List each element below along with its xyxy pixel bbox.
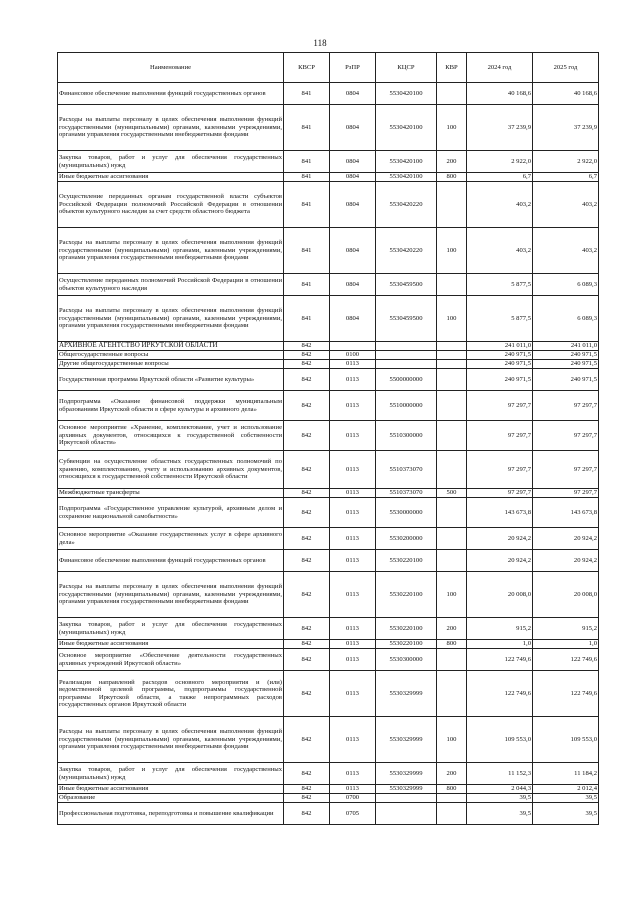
cell-2025: 915,2 — [533, 618, 599, 640]
cell-2025: 20 008,0 — [533, 572, 599, 618]
cell-rzpr: 0113 — [330, 369, 376, 391]
cell-name: Подпрограмма «Оказание финансовой поддержки муниципальным образованиям Иркутской области в сфере культуры и архивного дела» — [58, 391, 284, 421]
table-row — [58, 671, 599, 717]
cell-2024: 5 877,5 — [467, 296, 533, 342]
cell-kcsr: 5530220100 — [376, 618, 437, 640]
cell-kvr — [437, 451, 467, 489]
cell-name: Закупка товаров, работ и услуг для обеспечения государственных (муниципальных) нужд — [58, 763, 284, 785]
cell-name: Осуществление переданных органам государственной власти субъектов Российской Федерации полномочий Российской Федерации в отношении объектов культурного наследия за счет средств областного бюджета — [58, 182, 284, 228]
cell-kcsr: 5530420220 — [376, 228, 437, 274]
cell-name: Образование — [58, 794, 284, 803]
cell-2024: 240 971,5 — [467, 360, 533, 369]
cell-rzpr: 0113 — [330, 572, 376, 618]
cell-kcsr: 5510300000 — [376, 421, 437, 451]
cell-name: Иные бюджетные ассигнования — [58, 785, 284, 794]
cell-kcsr — [376, 803, 437, 825]
cell-rzpr: 0113 — [330, 763, 376, 785]
cell-2024: 240 971,5 — [467, 369, 533, 391]
cell-kvr: 100 — [437, 572, 467, 618]
table-row — [58, 369, 599, 391]
cell-2025: 6 089,3 — [533, 296, 599, 342]
table-body — [58, 83, 599, 825]
cell-kvsr: 841 — [284, 274, 330, 296]
cell-kvsr: 842 — [284, 351, 330, 360]
cell-2024: 2 922,0 — [467, 151, 533, 173]
cell-2024: 20 924,2 — [467, 550, 533, 572]
cell-2025: 40 168,6 — [533, 83, 599, 105]
cell-kcsr: 5530420220 — [376, 182, 437, 228]
cell-name: Межбюджетные трансферты — [58, 489, 284, 498]
table-row — [58, 274, 599, 296]
cell-rzpr: 0700 — [330, 794, 376, 803]
cell-name: Расходы на выплаты персоналу в целях обеспечения выполнения функций государственными (муниципальными) органами, казенными учреждениями, органами управления государственными внебюджетными фондами — [58, 296, 284, 342]
cell-rzpr: 0113 — [330, 391, 376, 421]
cell-kvr: 100 — [437, 228, 467, 274]
cell-kcsr — [376, 342, 437, 351]
cell-kvr — [437, 528, 467, 550]
cell-rzpr: 0113 — [330, 421, 376, 451]
cell-name: АРХИВНОЕ АГЕНТСТВО ИРКУТСКОЙ ОБЛАСТИ — [58, 342, 284, 351]
cell-name: Финансовое обеспечение выполнения функций государственных органов — [58, 83, 284, 105]
cell-kvr: 200 — [437, 618, 467, 640]
cell-rzpr: 0804 — [330, 151, 376, 173]
cell-kvsr: 841 — [284, 151, 330, 173]
cell-kvr — [437, 83, 467, 105]
cell-kvr — [437, 421, 467, 451]
cell-2025: 97 297,7 — [533, 391, 599, 421]
cell-name: Основное мероприятие «Обеспечение деятельности государственных архивных учреждений Иркутской области» — [58, 649, 284, 671]
cell-kvsr: 841 — [284, 173, 330, 182]
cell-kvr: 100 — [437, 717, 467, 763]
cell-kvr — [437, 351, 467, 360]
cell-kvr — [437, 550, 467, 572]
table-row — [58, 296, 599, 342]
cell-name: Расходы на выплаты персоналу в целях обеспечения выполнения функций государственными (муниципальными) органами, казенными учреждениями, органами управления государственными внебюджетными фондами — [58, 228, 284, 274]
cell-kvr: 200 — [437, 151, 467, 173]
cell-2025: 6 089,3 — [533, 274, 599, 296]
cell-kvsr: 842 — [284, 763, 330, 785]
cell-2024: 403,2 — [467, 182, 533, 228]
cell-kvr — [437, 794, 467, 803]
cell-kcsr — [376, 360, 437, 369]
header-name: Наименование — [58, 53, 284, 83]
cell-kvsr: 842 — [284, 498, 330, 528]
cell-kvsr: 842 — [284, 785, 330, 794]
cell-rzpr: 0113 — [330, 785, 376, 794]
cell-kcsr: 5530420100 — [376, 83, 437, 105]
cell-kvsr: 842 — [284, 717, 330, 763]
cell-name: Иные бюджетные ассигнования — [58, 173, 284, 182]
cell-kvsr: 842 — [284, 528, 330, 550]
cell-kvsr: 842 — [284, 618, 330, 640]
cell-2024: 20 008,0 — [467, 572, 533, 618]
cell-kvsr: 842 — [284, 572, 330, 618]
cell-2025: 97 297,7 — [533, 421, 599, 451]
cell-kcsr: 5530329999 — [376, 717, 437, 763]
cell-name: Расходы на выплаты персоналу в целях обеспечения выполнения функций государственными (муниципальными) органами, казенными учреждениями, органами управления государственными внебюджетными фондами — [58, 105, 284, 151]
cell-name: Общегосударственные вопросы — [58, 351, 284, 360]
page-number: 118 — [313, 38, 327, 48]
cell-2025: 39,5 — [533, 794, 599, 803]
cell-2024: 240 971,5 — [467, 351, 533, 360]
cell-kvsr: 842 — [284, 794, 330, 803]
cell-2025: 122 749,6 — [533, 671, 599, 717]
cell-name: Подпрограмма «Государственное управление культурой, архивным делом и сохранение национальной самобытности» — [58, 498, 284, 528]
cell-2024: 37 239,9 — [467, 105, 533, 151]
cell-rzpr: 0705 — [330, 803, 376, 825]
table-row — [58, 489, 599, 498]
cell-kcsr: 5530420100 — [376, 173, 437, 182]
cell-kcsr: 5530300000 — [376, 649, 437, 671]
cell-kcsr: 5530329999 — [376, 785, 437, 794]
table-row — [58, 785, 599, 794]
cell-2024: 39,5 — [467, 794, 533, 803]
cell-rzpr: 0804 — [330, 274, 376, 296]
cell-kcsr: 5500000000 — [376, 369, 437, 391]
cell-rzpr: 0113 — [330, 717, 376, 763]
cell-name: Основное мероприятие «Оказание государственных услуг в сфере архивного дела» — [58, 528, 284, 550]
table-row — [58, 498, 599, 528]
cell-2025: 143 673,8 — [533, 498, 599, 528]
cell-name: Основное мероприятие «Хранение, комплектование, учет и использование архивных документов, относящихся к государственной собственности Иркутской области» — [58, 421, 284, 451]
cell-rzpr: 0113 — [330, 671, 376, 717]
table-row — [58, 228, 599, 274]
cell-rzpr: 0113 — [330, 618, 376, 640]
cell-rzpr: 0113 — [330, 360, 376, 369]
cell-kcsr: 5530220100 — [376, 550, 437, 572]
cell-kvr: 800 — [437, 785, 467, 794]
cell-kcsr — [376, 351, 437, 360]
cell-name: Расходы на выплаты персоналу в целях обеспечения выполнения функций государственными (муниципальными) органами, казенными учреждениями, органами управления государственными внебюджетными фондами — [58, 717, 284, 763]
cell-kcsr: 5530459500 — [376, 274, 437, 296]
cell-kvsr: 842 — [284, 803, 330, 825]
cell-2024: 5 877,5 — [467, 274, 533, 296]
table-row — [58, 550, 599, 572]
cell-name: Субвенции на осуществление областных государственных полномочий по хранению, комплектованию, учету и использованию архивных документов, относящихся к государственной собственности Иркутской области — [58, 451, 284, 489]
cell-rzpr: 0113 — [330, 451, 376, 489]
header-2024: 2024 год — [467, 53, 533, 83]
cell-rzpr: 0804 — [330, 228, 376, 274]
cell-rzpr: 0113 — [330, 640, 376, 649]
cell-kcsr: 5530420100 — [376, 151, 437, 173]
cell-2025: 20 924,2 — [533, 528, 599, 550]
cell-kvr: 800 — [437, 640, 467, 649]
table-row — [58, 618, 599, 640]
cell-kcsr: 5530459500 — [376, 296, 437, 342]
cell-2024: 97 297,7 — [467, 489, 533, 498]
cell-2025: 97 297,7 — [533, 451, 599, 489]
cell-2024: 11 152,3 — [467, 763, 533, 785]
cell-kvr — [437, 671, 467, 717]
table-row — [58, 182, 599, 228]
cell-rzpr: 0113 — [330, 550, 376, 572]
cell-2025: 11 184,2 — [533, 763, 599, 785]
header-kvr: КВР — [437, 53, 467, 83]
cell-2025: 241 011,0 — [533, 342, 599, 351]
cell-kcsr: 5530220100 — [376, 572, 437, 618]
cell-rzpr — [330, 342, 376, 351]
table-row — [58, 451, 599, 489]
cell-kvsr: 841 — [284, 182, 330, 228]
cell-rzpr: 0113 — [330, 528, 376, 550]
table-row — [58, 572, 599, 618]
cell-2024: 6,7 — [467, 173, 533, 182]
budget-table — [57, 52, 599, 825]
cell-name: Закупка товаров, работ и услуг для обеспечения государственных (муниципальных) нужд — [58, 618, 284, 640]
cell-2024: 109 553,0 — [467, 717, 533, 763]
cell-name: Расходы на выплаты персоналу в целях обеспечения выполнения функций государственными (муниципальными) органами, казенными учреждениями, органами управления государственными внебюджетными фондами — [58, 572, 284, 618]
cell-kcsr: 5510373070 — [376, 451, 437, 489]
cell-kvsr: 842 — [284, 640, 330, 649]
cell-kcsr: 5530220100 — [376, 640, 437, 649]
cell-kvsr: 842 — [284, 369, 330, 391]
table-row — [58, 528, 599, 550]
table-row — [58, 173, 599, 182]
cell-kcsr — [376, 794, 437, 803]
cell-2024: 20 924,2 — [467, 528, 533, 550]
cell-kvsr: 841 — [284, 296, 330, 342]
table-row — [58, 83, 599, 105]
cell-2025: 109 553,0 — [533, 717, 599, 763]
cell-kvsr: 842 — [284, 451, 330, 489]
cell-2024: 915,2 — [467, 618, 533, 640]
cell-2024: 39,5 — [467, 803, 533, 825]
cell-name: Иные бюджетные ассигнования — [58, 640, 284, 649]
cell-2024: 122 749,6 — [467, 671, 533, 717]
table-row — [58, 351, 599, 360]
table-row — [58, 105, 599, 151]
table-header-row — [58, 53, 599, 83]
cell-kvr — [437, 182, 467, 228]
cell-2024: 97 297,7 — [467, 451, 533, 489]
cell-name: Государственная программа Иркутской области «Развитие культуры» — [58, 369, 284, 391]
cell-2024: 403,2 — [467, 228, 533, 274]
table-row — [58, 151, 599, 173]
cell-kvr — [437, 391, 467, 421]
cell-rzpr: 0113 — [330, 489, 376, 498]
cell-2024: 2 044,3 — [467, 785, 533, 794]
cell-name: Другие общегосударственные вопросы — [58, 360, 284, 369]
cell-rzpr: 0804 — [330, 296, 376, 342]
cell-name: Реализация направлений расходов основного мероприятия и (или) ведомственной целевой программы, подпрограммы государственной программы Иркутской области, а также непрограммных расходов государственных органов Иркутской области — [58, 671, 284, 717]
table-row — [58, 342, 599, 351]
cell-kvr — [437, 274, 467, 296]
cell-kcsr: 5530000000 — [376, 498, 437, 528]
cell-kvsr: 841 — [284, 228, 330, 274]
cell-kvr: 200 — [437, 763, 467, 785]
cell-2025: 20 924,2 — [533, 550, 599, 572]
cell-2024: 241 011,0 — [467, 342, 533, 351]
cell-kvr: 100 — [437, 296, 467, 342]
cell-kvr — [437, 498, 467, 528]
cell-kcsr: 5510373070 — [376, 489, 437, 498]
table-row — [58, 803, 599, 825]
cell-2025: 240 971,5 — [533, 351, 599, 360]
cell-2025: 240 971,5 — [533, 360, 599, 369]
cell-2025: 403,2 — [533, 182, 599, 228]
cell-kcsr: 5530420100 — [376, 105, 437, 151]
cell-kvr — [437, 342, 467, 351]
table-row — [58, 649, 599, 671]
cell-2025: 122 749,6 — [533, 649, 599, 671]
cell-name: Закупка товаров, работ и услуг для обеспечения государственных (муниципальных) нужд — [58, 151, 284, 173]
cell-kvr — [437, 369, 467, 391]
cell-rzpr: 0100 — [330, 351, 376, 360]
cell-kvr — [437, 649, 467, 671]
cell-2024: 143 673,8 — [467, 498, 533, 528]
table-row — [58, 763, 599, 785]
cell-2025: 97 297,7 — [533, 489, 599, 498]
cell-2025: 37 239,9 — [533, 105, 599, 151]
header-rzpr: РзПР — [330, 53, 376, 83]
table-row — [58, 421, 599, 451]
cell-kvsr: 842 — [284, 649, 330, 671]
cell-2025: 240 971,5 — [533, 369, 599, 391]
cell-kcsr: 5530329999 — [376, 763, 437, 785]
table-row — [58, 360, 599, 369]
cell-kcsr: 5510000000 — [376, 391, 437, 421]
cell-kvsr: 842 — [284, 421, 330, 451]
cell-kcsr: 5530200000 — [376, 528, 437, 550]
cell-kvsr: 841 — [284, 83, 330, 105]
cell-2025: 2 012,4 — [533, 785, 599, 794]
cell-kvsr: 841 — [284, 105, 330, 151]
table-row — [58, 391, 599, 421]
cell-2025: 1,0 — [533, 640, 599, 649]
table-row — [58, 717, 599, 763]
cell-kvsr: 842 — [284, 391, 330, 421]
cell-rzpr: 0804 — [330, 105, 376, 151]
table-row — [58, 640, 599, 649]
cell-2025: 39,5 — [533, 803, 599, 825]
cell-2024: 97 297,7 — [467, 421, 533, 451]
header-kcsr: КЦСР — [376, 53, 437, 83]
cell-2024: 1,0 — [467, 640, 533, 649]
cell-kvr — [437, 803, 467, 825]
cell-name: Финансовое обеспечение выполнения функций государственных органов — [58, 550, 284, 572]
cell-2025: 2 922,0 — [533, 151, 599, 173]
cell-2025: 6,7 — [533, 173, 599, 182]
cell-kvr — [437, 360, 467, 369]
cell-kvsr: 842 — [284, 550, 330, 572]
cell-rzpr: 0804 — [330, 83, 376, 105]
cell-kvr: 500 — [437, 489, 467, 498]
cell-kvsr: 842 — [284, 489, 330, 498]
cell-rzpr: 0113 — [330, 649, 376, 671]
cell-rzpr: 0804 — [330, 182, 376, 228]
cell-rzpr: 0113 — [330, 498, 376, 528]
cell-2024: 40 168,6 — [467, 83, 533, 105]
cell-kvr: 100 — [437, 105, 467, 151]
cell-kvsr: 842 — [284, 360, 330, 369]
cell-name: Осуществление переданных полномочий Российской Федерации в отношении объектов культурного наследия — [58, 274, 284, 296]
cell-kvsr: 842 — [284, 671, 330, 717]
header-kvsr: КВСР — [284, 53, 330, 83]
cell-kcsr: 5530329999 — [376, 671, 437, 717]
table-row — [58, 794, 599, 803]
cell-2025: 403,2 — [533, 228, 599, 274]
cell-name: Профессиональная подготовка, переподготовка и повышение квалификации — [58, 803, 284, 825]
cell-kvsr: 842 — [284, 342, 330, 351]
cell-rzpr: 0804 — [330, 173, 376, 182]
header-2025: 2025 год — [533, 53, 599, 83]
cell-2024: 97 297,7 — [467, 391, 533, 421]
cell-kvr: 800 — [437, 173, 467, 182]
cell-2024: 122 749,6 — [467, 649, 533, 671]
